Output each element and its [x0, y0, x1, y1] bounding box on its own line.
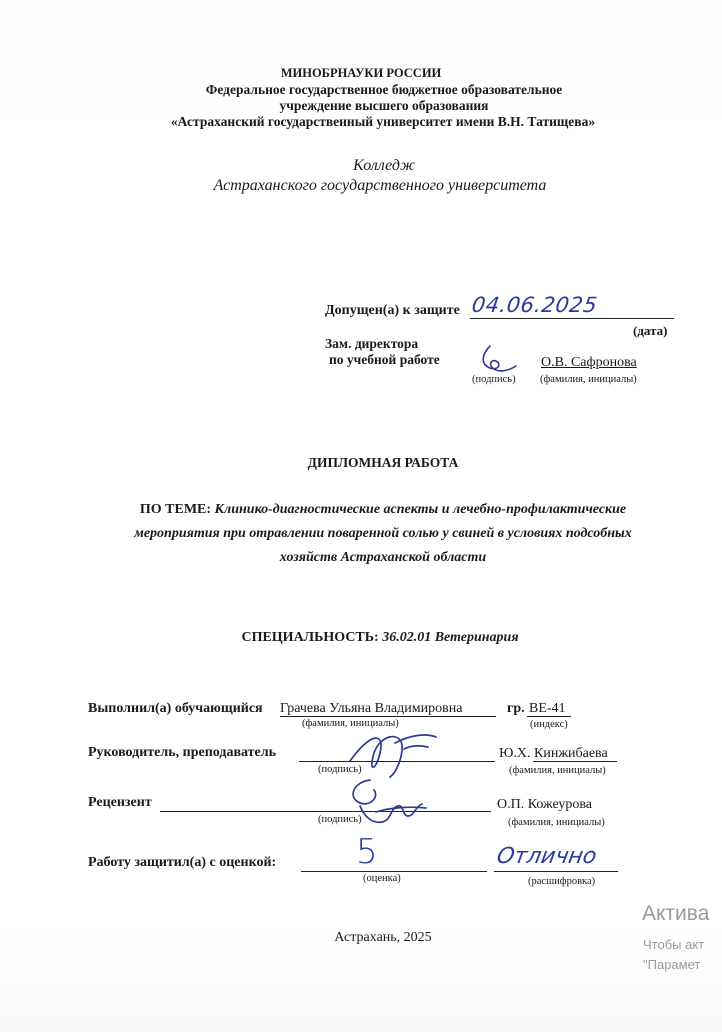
- grade-text-handwritten: Отлично: [494, 844, 599, 869]
- admission-date-handwritten: 04.06.2025: [470, 293, 599, 317]
- student-label: Выполнил(а) обучающийся: [88, 701, 263, 716]
- supervisor-name-caption: (фамилия, инициалы): [509, 765, 606, 776]
- reviewer-signature-caption: (подпись): [318, 814, 362, 825]
- group-label: гр.: [507, 701, 525, 716]
- reviewer-signature-line: [160, 811, 491, 812]
- admission-signature: [476, 342, 520, 376]
- admission-role-line2: по учебной работе: [329, 352, 440, 367]
- group-caption: (индекс): [530, 719, 568, 730]
- supervisor-name: Ю.Х. Кинжибаева: [499, 746, 608, 761]
- org-line-2: учреждение высшего образования: [279, 98, 489, 113]
- college-line-1: Колледж: [353, 157, 415, 174]
- admission-signature-caption: (подпись): [472, 374, 516, 385]
- reviewer-name-caption: (фамилия, инициалы): [508, 817, 605, 828]
- reviewer-label: Рецензент: [88, 795, 152, 810]
- student-name-caption: (фамилия, инициалы): [302, 718, 399, 729]
- city-year: Астрахань, 2025: [334, 930, 432, 945]
- topic-line-2: мероприятия при отравлении поваренной солью у свиней в условиях подсобных: [134, 526, 632, 541]
- topic-label: ПО ТЕМЕ:: [139, 502, 212, 517]
- group-line: [527, 716, 571, 717]
- specialty-value: 36.02.01 Ветеринария: [382, 630, 519, 645]
- topic-line-1: [0, 502, 722, 518]
- supervisor-signature-caption: (подпись): [318, 764, 362, 775]
- admission-name: О.В. Сафронова: [541, 355, 637, 370]
- admission-label: Допущен(а) к защите: [325, 303, 460, 318]
- specialty-label: СПЕЦИАЛЬНОСТЬ:: [241, 630, 379, 645]
- ministry-heading: МИНОБРНАУКИ РОССИИ: [280, 66, 442, 80]
- org-line-1: Федеральное государственное бюджетное образовательное: [205, 82, 563, 97]
- admission-date-caption: (дата): [633, 323, 668, 338]
- work-type-title: ДИПЛОМНАЯ РАБОТА: [307, 455, 459, 470]
- grade-line: [301, 871, 487, 872]
- supervisor-name-line: [533, 761, 617, 762]
- grade-text-line: [494, 871, 618, 872]
- student-name-line: [280, 716, 496, 717]
- topic-line-3: хозяйств Астраханской области: [279, 550, 487, 565]
- student-name: Грачева Ульяна Владимировна: [280, 701, 463, 716]
- activation-watermark-title: Актива: [642, 902, 710, 925]
- supervisor-label: Руководитель, преподаватель: [88, 745, 277, 760]
- admission-role-line1: Зам. директора: [325, 336, 419, 351]
- grade-caption: (оценка): [363, 873, 401, 884]
- reviewer-name: О.П. Кожеурова: [497, 797, 593, 812]
- grade-text-caption: (расшифровка): [528, 876, 596, 887]
- admission-date-line: [470, 318, 674, 319]
- university-name: «Астраханский государственный университет имени В.Н. Татищева»: [170, 114, 596, 129]
- admission-name-caption: (фамилия, инициалы): [540, 374, 637, 385]
- grade-handwritten: 5: [356, 832, 378, 872]
- activation-watermark-line3: "Парамет: [643, 957, 701, 972]
- college-line-2: Астраханского государственного университета: [213, 177, 547, 194]
- topic-text-1: Клинико-диагностические аспекты и лечебно-профилактические: [214, 502, 627, 517]
- group-value: ВЕ-41: [529, 701, 566, 716]
- activation-watermark-line2: Чтобы акт: [643, 937, 705, 952]
- grade-label: Работу защитил(а) с оценкой:: [88, 855, 277, 870]
- specialty-line: [0, 630, 722, 646]
